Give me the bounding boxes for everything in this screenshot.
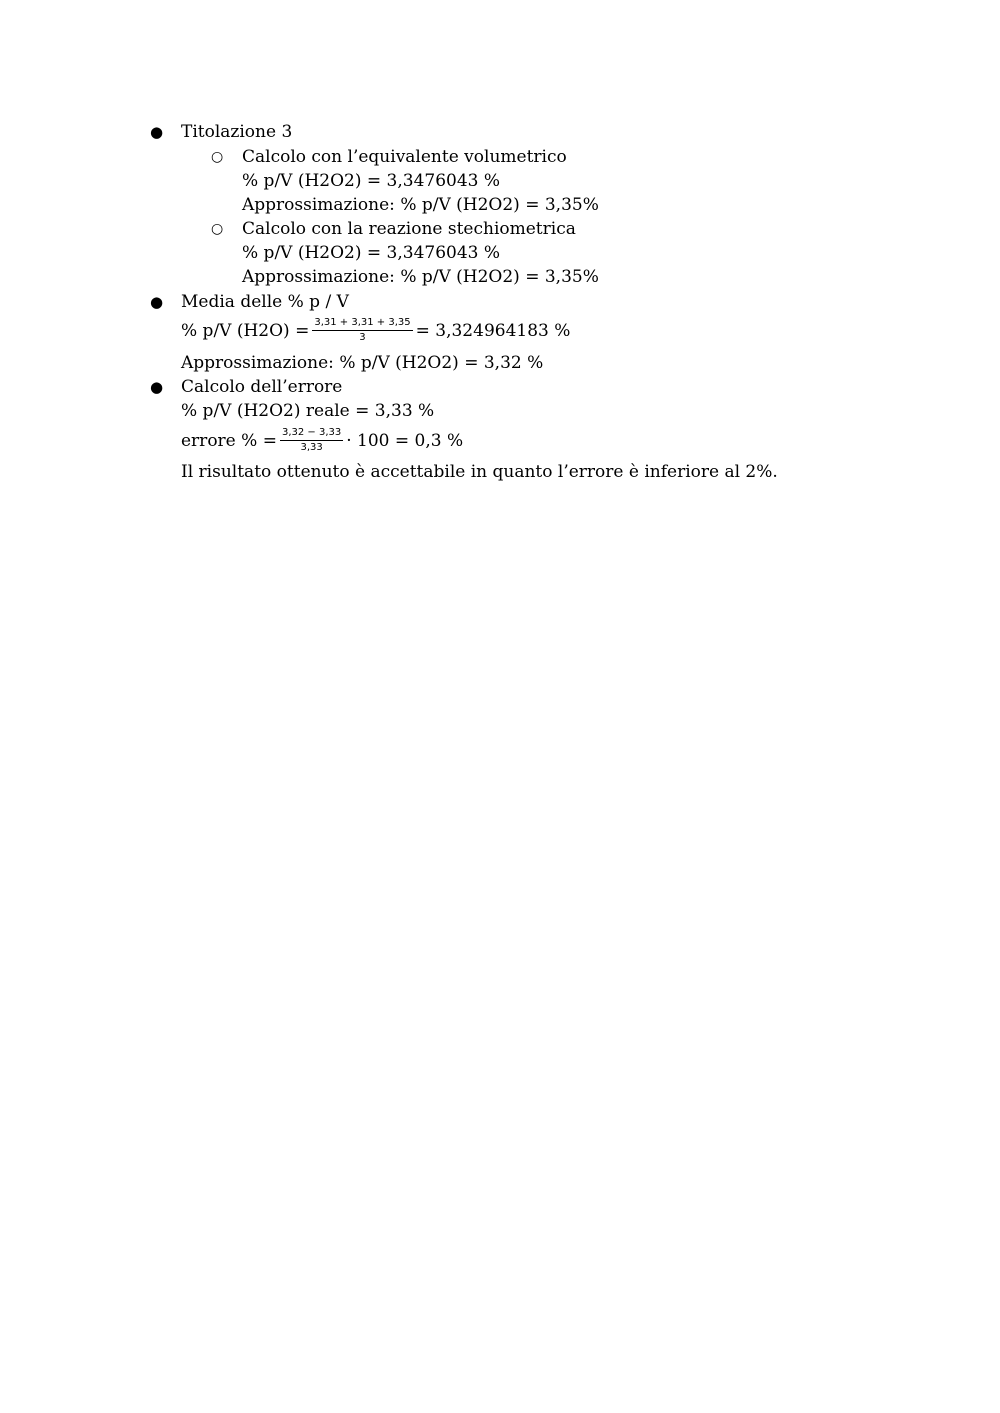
media-formula: [181, 318, 570, 345]
stechiometrica-approx: Approssimazione: % p/V (H2O2) = 3,35%: [242, 267, 599, 287]
sub-bullet-stechiometrica: ○: [211, 221, 224, 237]
media-fraction-denominator: 3: [359, 332, 366, 343]
errore-formula-lhs: errore % =: [181, 431, 277, 451]
titolazione-title: Titolazione 3: [181, 122, 293, 142]
stechiometrica-title: Calcolo con la reazione stechiometrica: [242, 219, 576, 239]
errore-fraction-denominator: 3,33: [300, 442, 323, 453]
errore-conclusion: Il risultato ottenuto è accettabile in quanto l’errore è inferiore al 2%.: [181, 462, 778, 482]
sub-bullet-volumetrico: ○: [211, 149, 224, 165]
volumetrico-approx: Approssimazione: % p/V (H2O2) = 3,35%: [242, 195, 599, 215]
errore-title: Calcolo dell’errore: [181, 377, 343, 397]
volumetrico-title: Calcolo con l’equivalente volumetrico: [242, 147, 567, 167]
errore-fraction-numerator: 3,32 − 3,33: [280, 427, 343, 441]
bullet-titolazione: ●: [150, 123, 164, 141]
volumetrico-result: % p/V (H2O2) = 3,3476043 %: [242, 171, 501, 191]
media-formula-rhs: = 3,324964183 %: [415, 321, 571, 341]
errore-fraction: [280, 427, 343, 454]
media-formula-lhs: % p/V (H2O) =: [181, 321, 310, 341]
media-title: Media delle % p / V: [181, 292, 349, 312]
errore-formula-rhs: · 100 = 0,3 %: [346, 431, 464, 451]
media-fraction: [312, 317, 412, 344]
stechiometrica-result: % p/V (H2O2) = 3,3476043 %: [242, 243, 501, 263]
bullet-media: ●: [150, 293, 164, 311]
bullet-errore: ●: [150, 378, 164, 396]
media-fraction-numerator: 3,31 + 3,31 + 3,35: [312, 317, 412, 331]
errore-reale: % p/V (H2O2) reale = 3,33 %: [181, 401, 435, 421]
media-approx: Approssimazione: % p/V (H2O2) = 3,32 %: [181, 353, 544, 373]
errore-formula: [181, 428, 463, 455]
